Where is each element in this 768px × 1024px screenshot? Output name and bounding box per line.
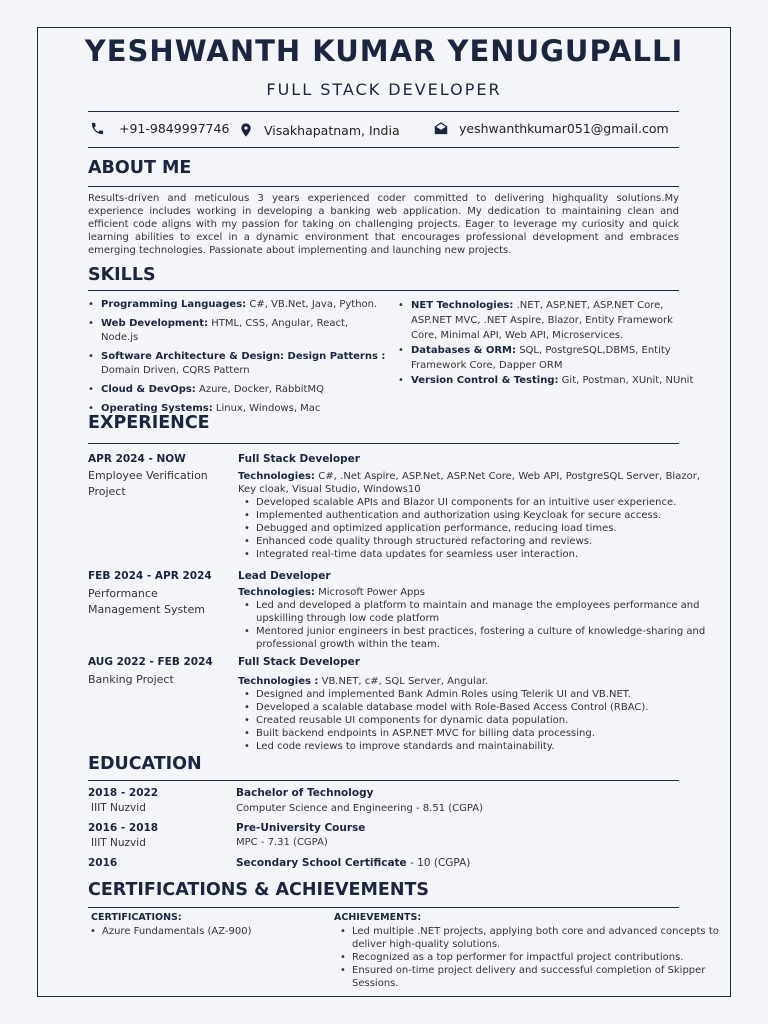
edu-school: IIIT Nuzvid [91,802,146,814]
divider [88,907,679,908]
list-item: • Created reusable UI components for dynamic data population. [238,714,726,727]
job-bullets [238,599,726,651]
list-item: • Built backend endpoints in ASP.NET MVC for billing data processing. [238,727,726,740]
contact-location [238,121,400,139]
list-item: • Recognized as a top performer for impactful project contributions. [334,951,726,964]
list-item: • Implemented authentication and authorization using Keycloak for secure access. [238,509,726,522]
location-pin-icon [238,121,254,139]
email-text[interactable]: yeshwanthkumar051@gmail.com [459,121,669,136]
phone-text: +91-9849997746 [119,121,230,136]
about-title: ABOUT ME [88,158,192,178]
list-item: • Led code reviews to improve standards and maintainability. [238,740,726,753]
divider [88,186,679,187]
list-item: • Debugged and optimized application performance, reducing load times. [238,522,726,535]
job-technologies: Technologies : VB.NET, c#, SQL Server, Angular. [238,676,489,687]
job-bullets [238,688,726,753]
achievements-heading: ACHIEVEMENTS: [334,912,422,923]
list-item: • Designed and implemented Bank Admin Roles using Telerik UI and VB.NET. [238,688,726,701]
skills-title: SKILLS [88,265,156,285]
skill-item: • NET Technologies: .NET, ASP.NET, ASP.NET Core, ASP.NET MVC, .NET Aspire, Blazor, Entity Framework Core, Minimal API, Web API, Microservices. [398,298,698,343]
list-item: • Azure Fundamentals (AZ-900) [84,925,324,938]
job-technologies: Technologies: C#, .Net Aspire, ASP.Net, ASP.Net Core, Web API, PostgreSQL Server, Blazor, Key cloak, Visual Studio, Windows10 [238,471,700,495]
job-date: FEB 2024 - APR 2024 [88,570,212,582]
divider [88,147,679,148]
skill-item: • Programming Languages: C#, VB.Net, Java, Python. [88,298,388,312]
job-role: Full Stack Developer [238,453,360,465]
divider [88,780,679,781]
certs-title: CERTIFICATIONS & ACHIEVEMENTS [88,880,430,900]
list-item: • Led and developed a platform to maintain and manage the employees performance and upskilling through low code platform [238,599,726,625]
job-project: Banking Project [88,673,174,686]
candidate-name: YESHWANTH KUMAR YENUGUPALLI [84,34,684,68]
edu-degree: Secondary School Certificate - 10 (CGPA) [236,857,471,869]
skill-item: • Databases & ORM: SQL, PostgreSQL,DBMS, Entity Framework Core, Dapper ORM [398,343,698,373]
list-item: • Ensured on-time project delivery and successful completion of Skipper Sessions. [334,964,726,990]
edu-field: Computer Science and Engineering - 8.51 (CGPA) [236,803,484,814]
skill-item: • Cloud & DevOps: Azure, Docker, RabbitMQ [88,383,388,397]
list-item: • Integrated real-time data updates for seamless user interaction. [238,548,726,561]
job-role: Full Stack Developer [238,656,360,668]
experience-title: EXPERIENCE [88,413,210,433]
about-text: Results-driven and meticulous 3 years experienced coder committed to delivering highquality solutions.My experience includes working in developing a banking web application. My dedication to maintaining clean and efficient code aligns with my passion for taking on challenging projects. Eager to leverage my curiosity and quick learning abilities to excel in a dynamic environment that encourages professional development and embraces emerging technologies. Passionate about implementing and launching new projects. [88,193,679,256]
contact-email [433,121,669,136]
edu-degree: Bachelor of Technology [236,787,374,799]
edu-year: 2018 - 2022 [88,787,159,799]
envelope-open-icon [433,121,449,136]
edu-year: 2016 - 2018 [88,822,159,834]
skill-item: • Version Control & Testing: Git, Postman, XUnit, NUnit [398,373,698,388]
divider [88,290,679,291]
skill-item: • Web Development: HTML, CSS, Angular, React, Node.js [88,317,388,345]
list-item: • Mentored junior engineers in best practices, fostering a culture of knowledge-sharing and professional growth within the team. [238,625,726,651]
list-item: • Developed a scalable database model with Role-Based Access Control (RBAC). [238,701,726,714]
list-item: • Developed scalable APIs and Blazor UI components for an intuitive user experience. [238,496,726,509]
skills-list-left [88,298,388,421]
contact-phone [90,121,229,136]
certifications-list [84,925,324,938]
job-technologies: Technologies: Microsoft Power Apps [238,587,425,598]
location-text: Visakhapatnam, India [264,122,400,138]
phone-icon [90,121,105,136]
skills-list-right [398,298,698,393]
skill-item: • Software Architecture & Design: Design Patterns : Domain Driven, CQRS Pattern [88,350,388,378]
education-title: EDUCATION [88,754,202,774]
certifications-heading: CERTIFICATIONS: [91,912,182,923]
job-role: Lead Developer [238,570,331,582]
job-project: Employee Verification Project [88,469,208,498]
edu-field: MPC - 7.31 (CGPA) [236,837,328,848]
list-item: • Led multiple .NET projects, applying both core and advanced concepts to deliver high-quality solutions. [334,925,726,951]
edu-year: 2016 [88,857,118,869]
divider [88,443,679,444]
achievements-list [334,925,726,990]
list-item: • Enhanced code quality through structured refactoring and reviews. [238,535,726,548]
divider [88,111,679,112]
edu-school: IIIT Nuzvid [91,837,146,849]
job-bullets [238,496,726,561]
edu-degree: Pre-University Course [236,822,366,834]
candidate-role: FULL STACK DEVELOPER [266,80,502,99]
job-date: APR 2024 - NOW [88,453,186,465]
job-date: AUG 2022 - FEB 2024 [88,656,213,668]
skill-item: • Operating Systems: Linux, Windows, Mac [88,402,388,416]
job-project: Performance Management System [88,587,205,616]
